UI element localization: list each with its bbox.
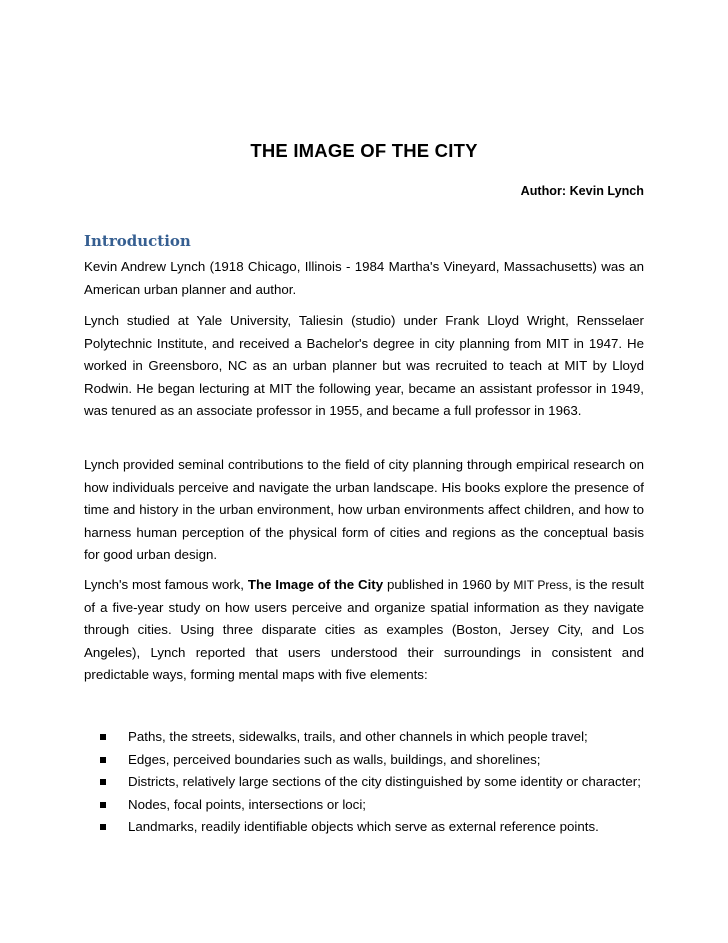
paragraph-1: Kevin Andrew Lynch (1918 Chicago, Illinois - 1984 Martha's Vineyard, Massachusetts) was an American urban planner and author. (84, 259, 644, 297)
square-bullet-icon (100, 757, 106, 763)
square-bullet-icon (100, 779, 106, 785)
document-title: THE IMAGE OF THE CITY (250, 140, 478, 161)
author-line: Author: Kevin Lynch (520, 184, 644, 198)
publisher-name: MIT Press (513, 578, 569, 592)
list-item (84, 749, 644, 772)
book-title: The Image of the City (247, 577, 384, 592)
list-item-text: Nodes, focal points, intersections or loci; (128, 796, 366, 812)
paragraph-4-start: Lynch's most famous work, (84, 577, 248, 592)
paragraph-3: Lynch provided seminal contributions to the field of city planning through empirical research on how individuals perceive and navigate the urban landscape. His books explore the presence of time and history in the urban environment, how urban environments affect children, and how to harness human perception of the physical form of cities and regions as the conceptual basis for good urban design. (84, 457, 644, 563)
list-item (84, 771, 644, 794)
paragraph-4 (84, 574, 644, 687)
five-elements-list (84, 726, 644, 839)
paragraph-2: Lynch studied at Yale University, Taliesin (studio) under Frank Lloyd Wright, Rensselaer Polytechnic Institute, and received a Bachelor's degree in city planning from MIT in 1947. He worked in Greensboro, NC as an urban planner but was recruited to teach at MIT by Lloyd Rodwin. He began lecturing at MIT the following year, became an assistant professor in 1949, was tenured as an associate professor in 1955, and became a full professor in 1963. (84, 313, 644, 419)
list-item-text: Landmarks, readily identifiable objects which serve as external reference points. (128, 819, 599, 835)
list-item (84, 726, 644, 749)
square-bullet-icon (100, 824, 106, 830)
list-item (84, 794, 644, 817)
section-heading-introduction: Introduction (84, 232, 191, 250)
paragraph-4-mid: published in 1960 by (383, 577, 514, 592)
square-bullet-icon (100, 802, 106, 808)
list-item (84, 816, 644, 839)
list-item-text: Districts, relatively large sections of the city distinguished by some identity or character; (128, 774, 641, 790)
list-item-text: Paths, the streets, sidewalks, trails, and other channels in which people travel; (128, 729, 588, 744)
list-item-text: Edges, perceived boundaries such as walls, buildings, and shorelines; (128, 751, 541, 767)
paragraph-4-end: , is the result of a five-year study on how users perceive and organize spatial information as they navigate through cities. Using three disparate cities as examples (Boston, Jersey City, and Los Angeles), Lynch reported that users understood their surroundings in consistent and predictable ways, forming mental maps with five elements: (84, 577, 645, 683)
square-bullet-icon (100, 734, 106, 740)
